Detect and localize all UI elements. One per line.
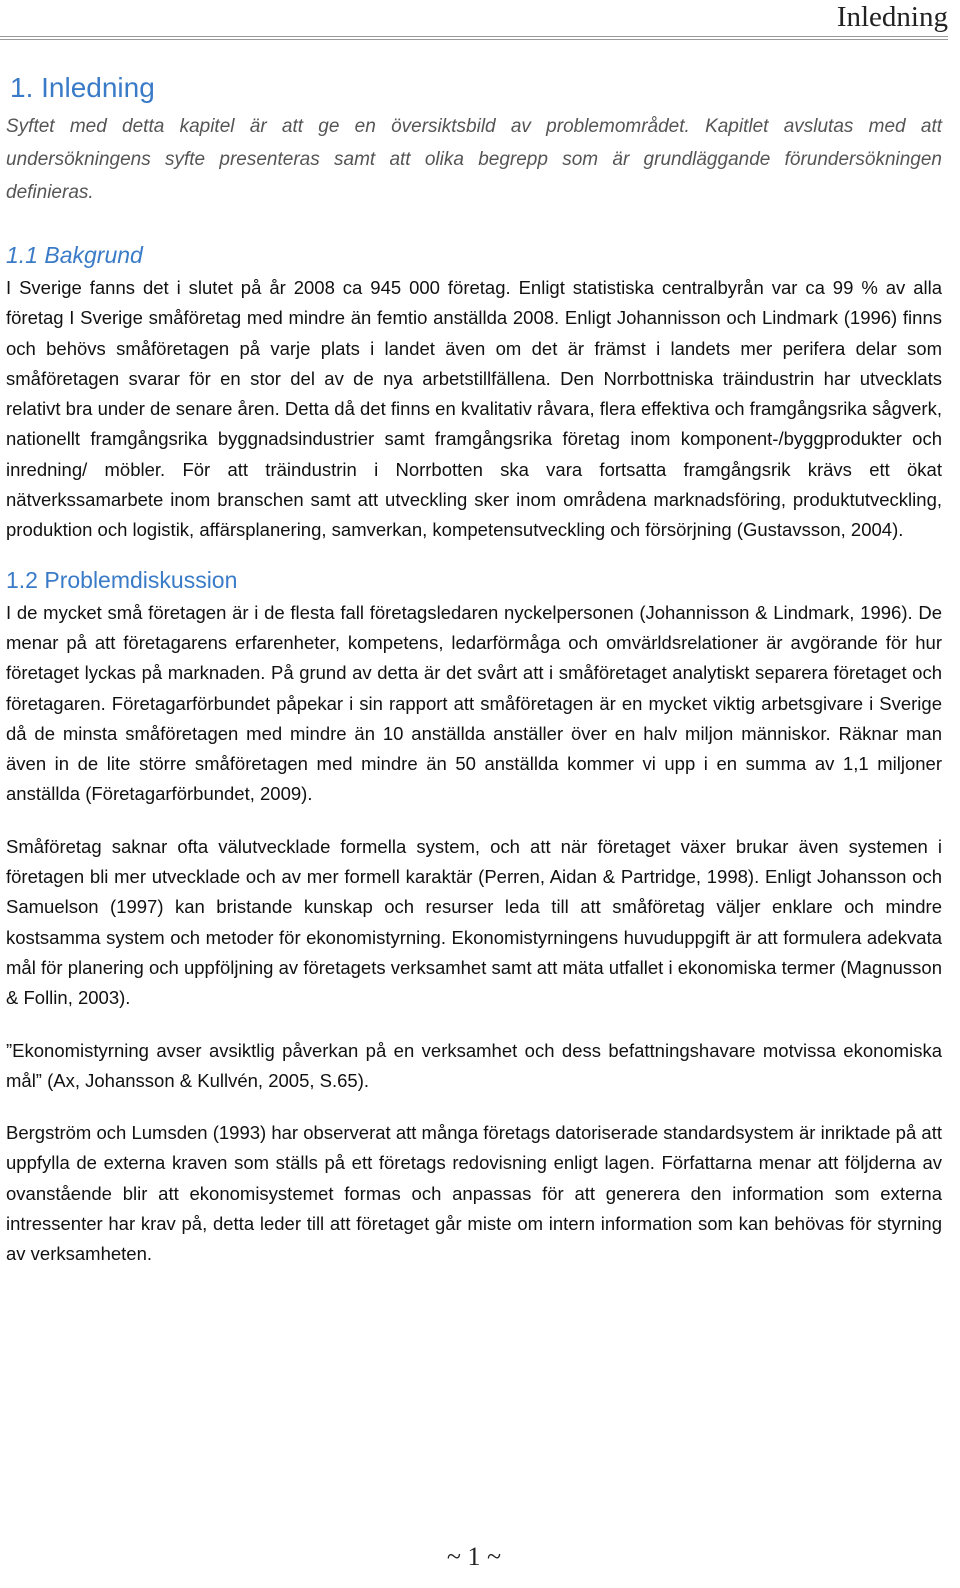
chapter-intro: Syftet med detta kapitel är att ge en översiktsbild av problemområdet. Kapitlet avslutas med att undersökningens syfte presenteras samt att olika begrepp som är grundläggande förundersökningen definieras. <box>6 116 942 203</box>
page-number: ~ 1 ~ <box>446 1542 502 1571</box>
chapter-heading: 1. Inledning <box>10 72 155 103</box>
running-header-title: Inledning <box>836 1 948 33</box>
section-heading-problemdiskussion: 1.2 Problemdiskussion <box>6 566 238 593</box>
document-body <box>6 66 942 1270</box>
header-divider <box>0 36 948 40</box>
paragraph-bakgrund: I Sverige fanns det i slutet på år 2008 ca 945 000 företag. Enligt statistiska centralbyrån var ca 99 % av alla företag I Sverige småföretag med mindre än femtio anställda 2008. Enligt Johannisson och Lindmark (1996) finns och behövs småföretagen på varje plats i landet även om det är främst i landets mer perifera delar som småföretagen svarar för en stor del av de nya arbetstillfällena. Den Norrbottniska träindustrin har utvecklats relativt bra under de senare åren. Detta då det finns en kvalitativ råvara, flera effektiva och framgångsrika sågverk, nationellt framgångsrika byggnadsindustrier samt framgångsrika företag inom komponent-/byggprodukter och inredning/ möbler. För att träindustrin i Norrbotten ska vara fortsatta framgångsrik krävs ett ökat nätverkssamarbete inom branschen samt att utveckling sker inom områdena marknadsföring, produktutveckling, produktion och logistik, affärsplanering, samverkan, kompetensutveckling och försörjning (Gustavsson, 2004). <box>6 277 942 541</box>
paragraph-problemdiskussion-2: Småföretag saknar ofta välutvecklade formella system, och att när företaget växer brukar även systemen i företagen bli mer utvecklade och av mer formell karaktär (Perren, Aidan & Partridge, 1998). Enligt Johansson och Samuelson (1997) kan bristande kunskap och resurser leda till att småföretag väljer enklare och mindre kostsamma system och metoder för ekonomistyrning. Ekonomistyrningens huvuduppgift är att formulera adekvata mål för planering och uppföljning av företagets verksamhet samt att mäta utfallet i ekonomiska termer (Magnusson & Follin, 2003). <box>6 835 942 1009</box>
paragraph-problemdiskussion-4: Bergström och Lumsden (1993) har observerat att många företags datoriserade standardsystem är inriktade på att uppfylla de externa kraven som ställs på ett företags redovisning enligt lagen. Författarna menar att följderna av ovanstående blir att ekonomisystemet formas och anpassas för att generera den information som externa intressenter har krav på, detta leder till att företaget går miste om intern information som kan behövas för styrning av verksamheten. <box>6 1122 942 1265</box>
section-heading-bakgrund: 1.1 Bakgrund <box>6 242 143 268</box>
paragraph-problemdiskussion-1: I de mycket små företagen är i de flesta fall företagsledaren nyckelpersonen (Johannisson & Lindmark, 1996). De menar på att företagarens erfarenheter, kompetens, ledarförmåga och omvärldsrelationer är avgörande för hur företaget lyckas på marknaden. På grund av detta är det svårt att i småföretaget analytiskt separera företaget och företagaren. Företagarförbundet påpekar i sin rapport att småföretagen är en mycket viktig arbetsgivare i Sverige då de minsta småföretagen med mindre än 10 anställda anställer över en halv miljon människor. Räknar man även in de lite större småföretagen med mindre än 50 anställda kommer vi upp i en summa av 1,1 miljoner anställda (Företagarförbundet, 2009). <box>6 601 942 805</box>
quote-paragraph: ”Ekonomistyrning avser avsiktlig påverkan på en verksamhet och dess befattningshavare motvissa ekonomiska mål” (Ax, Johansson & Kullvén, 2005, S.65). <box>6 1039 942 1091</box>
